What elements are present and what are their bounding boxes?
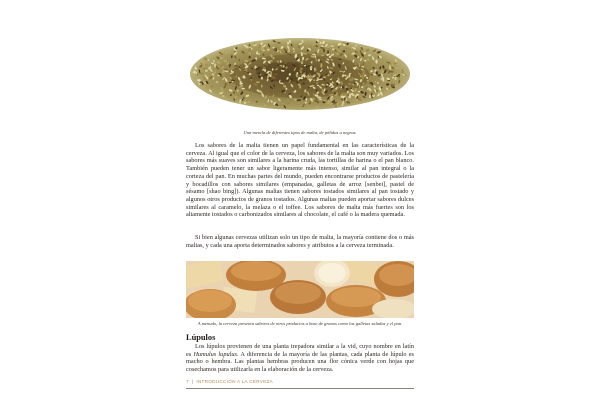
malt-grain <box>300 65 303 66</box>
malt-grain <box>287 42 289 45</box>
paragraph-2: Si bien algunas cervezas utilizan solo un tipo de malta, la mayoría contiene dos o más maltas, y cada una aporta determinados sabores y atributos a la cerveza terminada. <box>186 234 414 249</box>
breads-caption: A menudo, la cerveza presenta sabores de otros productos a base de granos como las galletas saladas y el pan. <box>197 321 403 326</box>
malt-flavors-paragraph <box>186 142 414 219</box>
malt-grains-image <box>186 22 414 124</box>
footer-divider <box>186 388 414 389</box>
page-number: 7 <box>186 379 189 384</box>
paragraph-3 <box>186 343 414 374</box>
hops-paragraph <box>186 343 414 374</box>
running-title: INTRODUCCIÓN A LA CERVEZA <box>196 379 273 384</box>
paragraph-1: Los sabores de la malta tienen un papel fundamental en las características de la cerveza. Al igual que el color de la cerveza, los sabores de la malta son muy variados. Los sabores más suaves son similares a la harina cruda, las tortillas de harina o el pan blanco. También pueden tener un sabor ligeramente más intenso, similar al pan integral o la corteza del pan. En muchas partes del mundo, pueden encontrarse productos de pastelería y bocadillos con sabores similares (empanadas, galletas de arroz [senbei], pastel de sésamo [shao bing]). Algunas maltas tienen sabores tostados similares al pan tostado y algunos otros productos de granos tostados. Algunas maltas pueden aportar sabores dulces similares al caramelo, la melaza o el toffee. Los sabores de malta más fuertes son los altamente tostados o carbonizados similares al chocolate, el café o la madera quemada. <box>186 142 414 219</box>
malt-grain <box>199 82 203 83</box>
breads-image <box>186 261 414 318</box>
hops-text-after: . A diferencia de la mayoría de las plantas, cada planta de lúpulo es macho o hembra. Las plantas hembras producen una flor cónica verde con hojas que cosechamos para utilizarla en la elaboración de la cerveza. <box>186 350 414 374</box>
breads-illustration <box>186 261 414 318</box>
malt-grains-illustration <box>186 22 414 124</box>
section-heading: Lúpulos <box>186 333 216 342</box>
footer-separator: | <box>191 379 194 384</box>
latin-name: Humulus lupulus <box>193 350 237 358</box>
page-footer <box>186 379 414 384</box>
hops-text-before: Los lúpulos provienen de una planta trepadora similar a la vid, cuyo nombre en latín es <box>186 343 414 358</box>
malt-blend-paragraph <box>186 234 414 249</box>
grains-caption: Una mezcla de diferentes tipos de malta, de pálidas a negras. <box>243 130 357 135</box>
malt-grain <box>341 83 344 85</box>
